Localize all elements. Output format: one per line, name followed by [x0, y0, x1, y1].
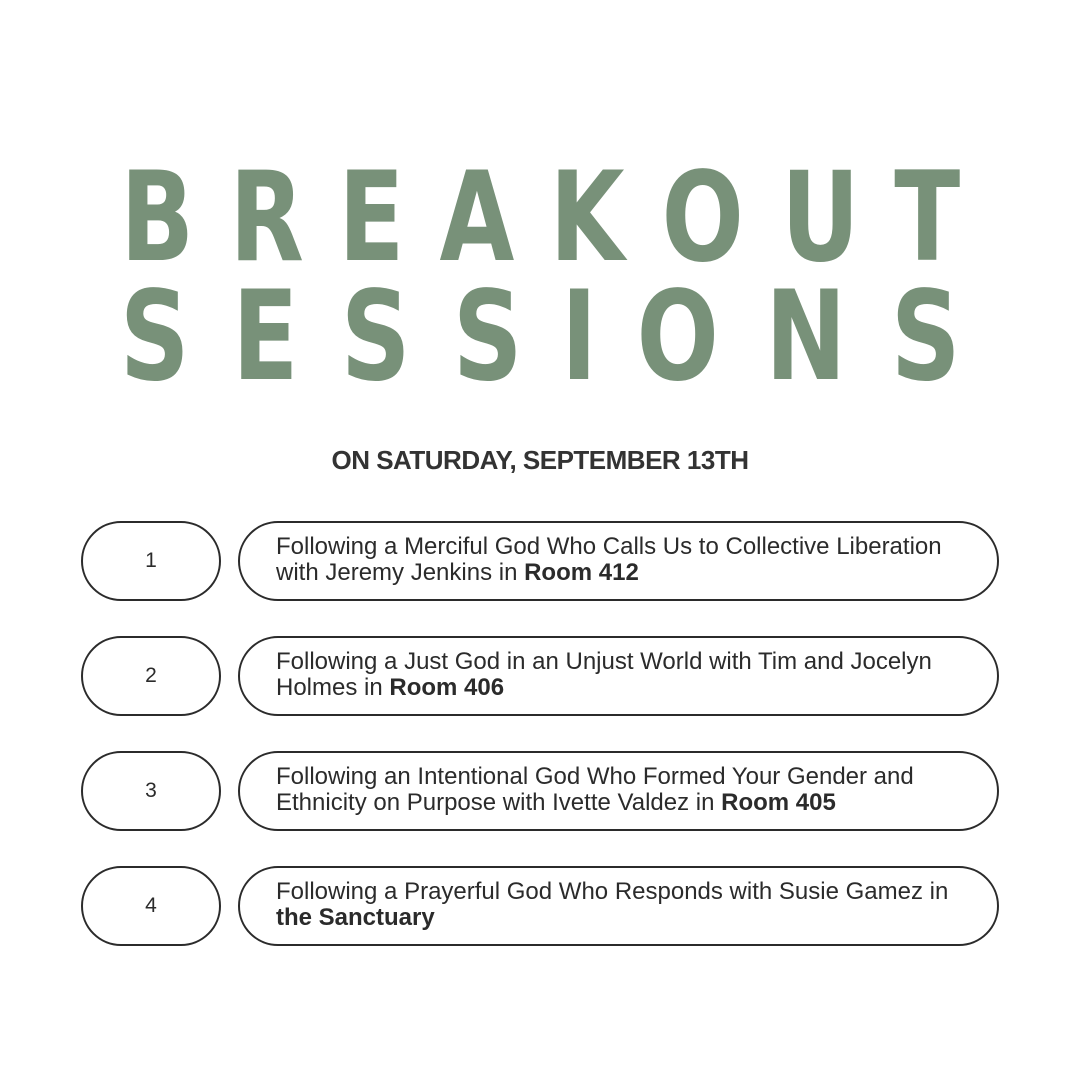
- session-row-2: [81, 636, 999, 716]
- title-letter: S: [340, 265, 410, 409]
- title-letter: S: [452, 265, 523, 409]
- title-letter: T: [894, 146, 961, 290]
- session-location: the Sanctuary: [276, 904, 435, 931]
- session-location: Room 406: [389, 674, 505, 701]
- title-letter: U: [781, 146, 860, 290]
- title-letter: B: [120, 146, 195, 290]
- session-number-badge: 3: [81, 751, 221, 831]
- title-letter: E: [338, 146, 405, 290]
- event-date: ON SATURDAY, SEPTEMBER 13TH: [331, 445, 749, 475]
- title-letter: O: [661, 146, 744, 290]
- session-number-badge: 2: [81, 636, 221, 716]
- session-description: [276, 534, 976, 586]
- session-description-pill: [238, 521, 999, 601]
- title-sessions: [110, 265, 970, 409]
- title-breakout: [110, 146, 970, 290]
- session-description-pill: [238, 636, 999, 716]
- title-letter: N: [765, 265, 846, 409]
- title-letter: E: [231, 265, 298, 409]
- session-description: [276, 879, 976, 931]
- title-letter: I: [560, 265, 597, 409]
- session-location: Room 412: [524, 559, 639, 586]
- title-letter: O: [636, 265, 719, 409]
- title-letter: A: [439, 146, 515, 290]
- session-row-4: [81, 866, 999, 946]
- title-letter: R: [229, 146, 305, 290]
- session-title: Following a Prayerful God Who Responds with Susie Gamez in: [276, 878, 949, 905]
- title-letter: S: [890, 265, 961, 409]
- session-number-badge: 1: [81, 521, 221, 601]
- session-row-3: [81, 751, 999, 831]
- session-title: Following a Just God in an Unjust World with Tim and Jocelyn Holmes in: [276, 648, 932, 701]
- title-letter: S: [119, 265, 190, 409]
- session-description: [276, 764, 976, 816]
- session-description: [276, 649, 976, 701]
- session-row-1: [81, 521, 999, 601]
- session-title: Following a Merciful God Who Calls Us to Collective Liberation with Jeremy Jenkins in: [276, 533, 942, 586]
- title-letter: K: [549, 146, 625, 290]
- session-title: Following an Intentional God Who Formed Your Gender and Ethnicity on Purpose with Ivette Valdez in: [276, 763, 914, 816]
- session-description-pill: [238, 751, 999, 831]
- session-number-badge: 4: [81, 866, 221, 946]
- session-description-pill: [238, 866, 999, 946]
- session-location: Room 405: [721, 789, 836, 816]
